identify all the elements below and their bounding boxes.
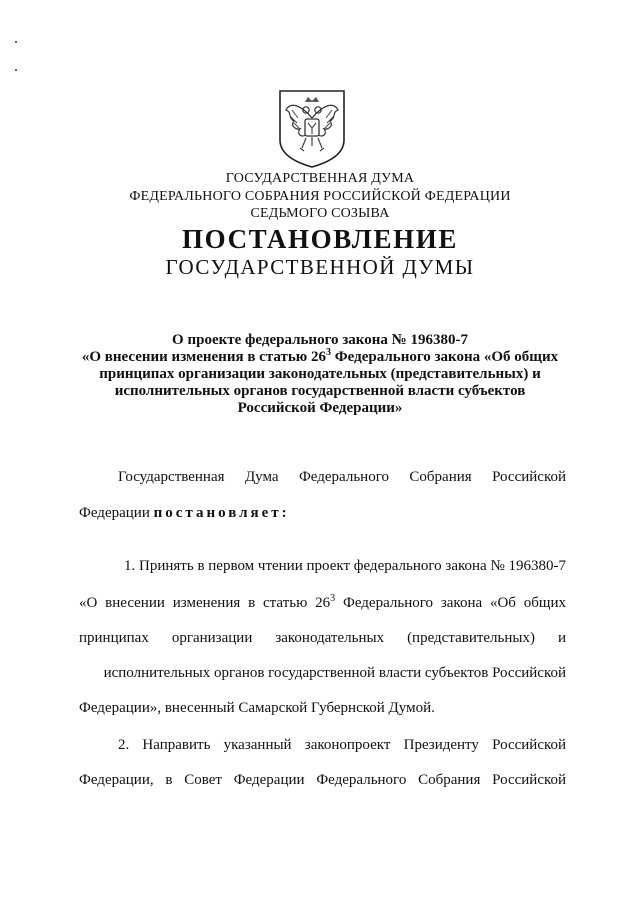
- item-1-line: Федерации», внесенный Самарской Губернской Думой.: [79, 700, 435, 716]
- preamble-line: Государственная Дума Федерального Собрания Российской: [118, 469, 567, 485]
- org-line: ГОСУДАРСТВЕННАЯ ДУМА: [225, 171, 415, 186]
- org-line: СЕДЬМОГО СОЗЫВА: [250, 206, 390, 221]
- resolution-title-line: принципах организации законодательных (представительных) и: [99, 366, 541, 382]
- item-1-line: «О внесении изменения в статью $26^3$ Федерального закона «Об общих: [79, 593, 566, 611]
- coat-of-arms-emblem: [276, 88, 348, 170]
- item-1-line: принципах организации законодательных (представительных) и: [79, 630, 566, 646]
- item-1-line: исполнительных органов государственной власти субъектов Российской: [103, 665, 566, 681]
- decision-keyword: постановляет:: [153, 505, 290, 521]
- document-subtype-heading: ГОСУДАРСТВЕННОЙ ДУМЫ: [165, 255, 475, 279]
- preamble-line: Федерации постановляет:: [79, 505, 290, 521]
- scan-speck: [15, 69, 17, 71]
- resolution-title-line: Российской Федерации»: [237, 400, 403, 416]
- org-line: ФЕДЕРАЛЬНОГО СОБРАНИЯ РОССИЙСКОЙ ФЕДЕРАЦИИ: [129, 189, 511, 204]
- resolution-title-line: О проекте федерального закона № 196380-7: [172, 332, 468, 348]
- item-1-line: 1. Принять в первом чтении проект федерального закона № 196380-7: [124, 558, 566, 574]
- item-2-line: 2. Направить указанный законопроект Президенту Российской: [118, 737, 567, 753]
- resolution-title-line: исполнительных органов государственной власти субъектов: [114, 383, 526, 399]
- scan-speck: [15, 41, 17, 43]
- item-2-line: Федерации, в Совет Федерации Федерального Собрания Российской: [79, 772, 567, 788]
- resolution-title-line: «О внесении изменения в статью $26^3$ Федерального закона «Об общих: [81, 347, 559, 365]
- document-type-heading: ПОСТАНОВЛЕНИЕ: [182, 224, 458, 254]
